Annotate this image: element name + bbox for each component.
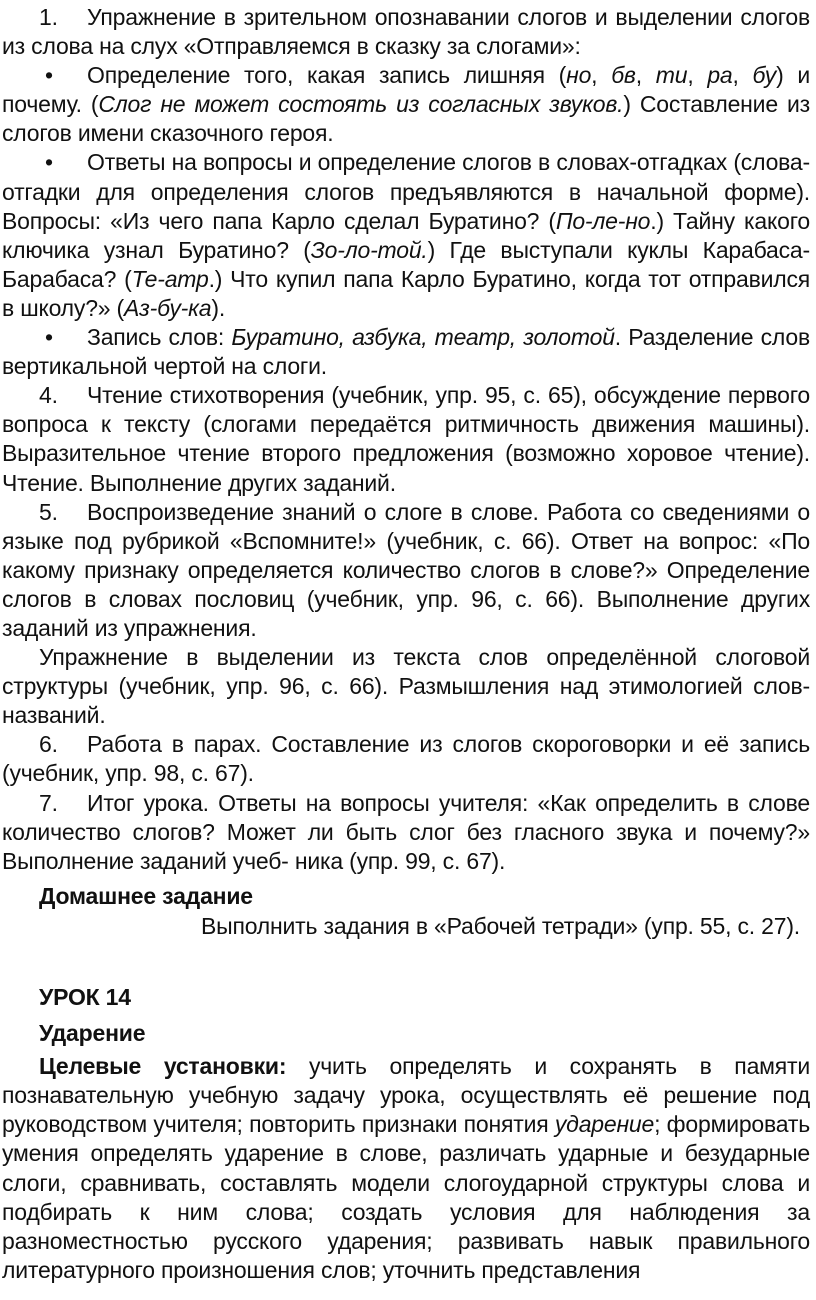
- lesson-number: УРОК 14: [39, 984, 131, 1010]
- bullet-text: .) Тайну какого ключика узнал Буратино? (: [2, 207, 810, 263]
- step-5: [2, 498, 810, 643]
- bullet-text: ) и почему. (: [2, 62, 810, 118]
- bullet-text: .) Что купил папа Карло Буратино, когда тот отправился в школу?» (: [2, 265, 811, 321]
- step-text: Упражнение в зрительном опознавании слогов и выделении слогов из слова на слух «Отправляемся в сказку за слогами»:: [2, 4, 810, 60]
- goals-text: учить определять и сохранять в памяти познавательную учебную задачу урока, осуществлять её решение под руководством учителя; повторить признаки понятия: [2, 1053, 811, 1138]
- step-text: Работа в парах. Составление из слогов скороговорки и её запись (учебник, упр. 98, с. 67).: [2, 731, 810, 787]
- italic-note: Слог не может состоять из согласных звуков.: [98, 91, 624, 118]
- bullet-text: Запись слов:: [87, 324, 232, 351]
- riddle-answer: По-ле-но: [555, 207, 651, 234]
- step-4: [2, 381, 810, 497]
- syllable-option: бу: [752, 62, 777, 89]
- bullet-text: ) Составление из слогов имени сказочного героя.: [2, 91, 810, 147]
- step-1: [2, 3, 810, 61]
- riddle-answer: Зо-ло-той.: [310, 236, 428, 263]
- syllable-option: ра: [707, 62, 733, 89]
- step-number: 4.: [39, 382, 58, 409]
- step-text: Итог урока. Ответы на вопросы учителя: «Как определить в слове количество слогов? Может ли быть слог без гласного звука и почему?» Выполнение заданий учеб- ника (упр. 99, с. 67).: [2, 789, 810, 874]
- bullet-text: ) Где выступали куклы Карабаса-Барабаса? (: [2, 236, 810, 292]
- riddle-answer: Те-атр: [131, 265, 209, 292]
- step-5-continuation: Упражнение в выделении из текста слов определённой слоговой структуры (учебник, упр. 96, с. 66). Размышления над этимологией слов-названий.: [2, 644, 810, 729]
- step-7: [2, 789, 810, 876]
- lesson-goals: [2, 1052, 810, 1285]
- step-text: Чтение стихотворения (учебник, упр. 95, с. 65), обсуждение первого вопроса к тексту (слогами передаётся ритмичность движения машины). Выразительное чтение второго предложения (возможно хоровое чтение). Чтение. Выполнение других заданий.: [2, 382, 810, 496]
- homework-text: Выполнить задания в «Рабочей тетради» (упр. 55, с. 27).: [200, 912, 800, 939]
- step-number: 7.: [39, 789, 58, 816]
- bullet-text: ).: [211, 294, 226, 321]
- bullet-icon: •: [45, 62, 53, 89]
- step-text: Воспроизведение знаний о слоге в слове. Работа со сведениями о языке под рубрикой «Вспомните!» (учебник, с. 66). Ответ на вопрос: «По какому признаку определяется количество слогов в слове?» Определение слогов в словах пословиц (учебник, упр. 96, с. 66). Выполнение других заданий из упражнения.: [2, 498, 810, 641]
- bullet-item-3: [2, 323, 810, 381]
- bullet-item-1: • Определение того, какая запись лишняя (но, бв, ти, ра, бу) и почему. (Слог не может состоять из согласных звуков.) Составление из слогов имени сказочного героя.: [2, 62, 810, 147]
- lesson-topic: Ударение: [39, 1020, 146, 1047]
- word-list: Буратино, азбука, театр, золотой: [231, 324, 615, 351]
- step-6: [2, 730, 810, 788]
- syllable-option: бв: [611, 62, 636, 89]
- syllable-option: но: [566, 62, 592, 89]
- bullet-item-2: [2, 148, 810, 323]
- riddle-answer: Аз-бу-ка: [124, 294, 212, 321]
- step-number: 6.: [39, 731, 58, 758]
- step-number: 5.: [39, 498, 58, 525]
- bullet-text: . Разделение слов вертикальной чертой на слоги.: [2, 324, 810, 380]
- step-number: 1.: [39, 4, 58, 30]
- bullet-icon: •: [45, 324, 53, 351]
- bullet-text: Определение того, какая запись лишняя (: [87, 62, 567, 89]
- bullet-icon: •: [45, 149, 53, 176]
- bullet-text: Ответы на вопросы и определение слогов в словах-отгадках (слова-отгадки для определения слогов предъявляются в начальной форме). Вопросы: «Из чего папа Карло сделал Буратино? (: [2, 149, 810, 234]
- goals-label: Целевые установки:: [39, 1053, 287, 1080]
- homework-title: Домашнее задание: [39, 882, 253, 909]
- concept-term: ударение: [554, 1111, 655, 1138]
- goals-text: ; формировать умения определять ударение в слове, различать ударные и безударные слоги, сравнивать, составлять модели слогоударной структуры слова и подбирать к ним слова; создать условия для наблюдения за разноместностью русского ударения; развивать навык правильного литературного произношения слов; уточнить представления: [2, 1111, 810, 1283]
- syllable-option: ти: [655, 62, 688, 89]
